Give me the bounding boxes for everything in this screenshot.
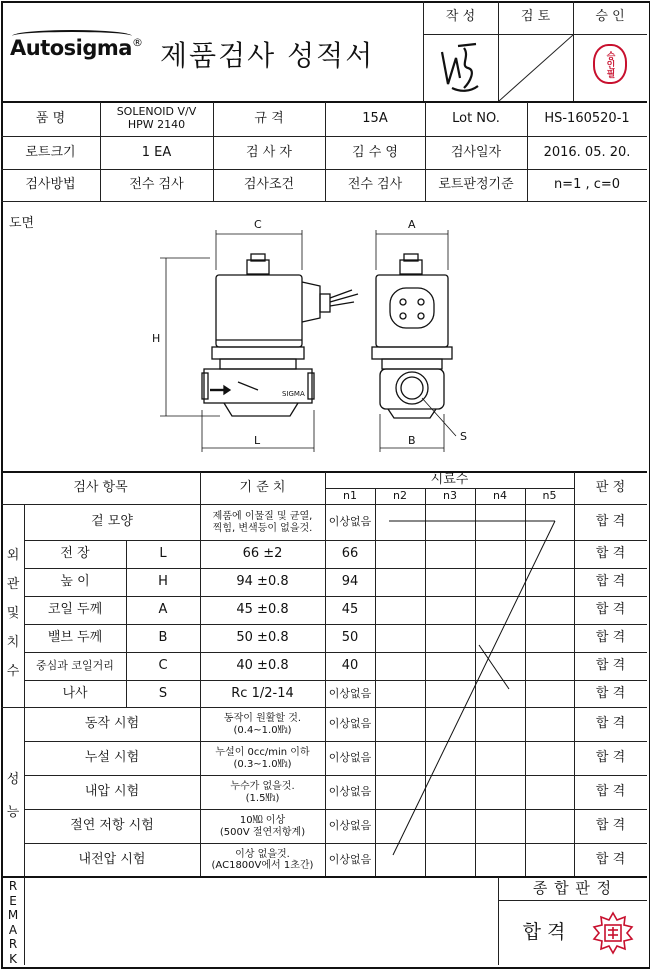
- standard-line1: 누수가 없을것.: [230, 781, 295, 792]
- item-thread: 나사: [62, 685, 88, 701]
- sample-n1-header: n1: [343, 489, 357, 503]
- item-coil-thickness: 코일 두께: [47, 602, 103, 618]
- standard-line2: (0.3~1.0㎫): [233, 758, 292, 770]
- remark-char: K: [9, 951, 17, 966]
- standard-coil-thickness: 45 ±0.8: [236, 602, 289, 618]
- brand-name: Autosigma: [10, 36, 132, 60]
- inspector-value: 김 수 영: [352, 144, 398, 160]
- group-appearance-char: 치: [6, 635, 20, 650]
- valve-body-marking: SIGMA: [282, 390, 305, 398]
- product-name-label: 품 명: [35, 110, 66, 126]
- judgement-header: 판 정: [595, 479, 626, 495]
- standard-line1: 누설이 0cc/min 이하: [215, 747, 310, 758]
- n1-pressure-test: 이상없음: [328, 785, 372, 799]
- judge-leak-test: 합 격: [595, 750, 626, 766]
- judge-valve-thickness: 합 격: [595, 630, 626, 646]
- group-performance-label: [3, 768, 23, 820]
- inspector-label: 검 사 자: [246, 144, 292, 160]
- method-value: 전수 검사: [129, 177, 184, 193]
- sample-n4-header: n4: [493, 489, 507, 503]
- standard-header: 기 준 치: [239, 479, 286, 495]
- approval-author-label: 작 성: [445, 9, 476, 25]
- condition-label: 검사조건: [243, 177, 295, 193]
- judge-thread: 합 격: [595, 685, 626, 701]
- dimension-b-label: B: [408, 434, 416, 447]
- symbol-center-coil-distance: C: [158, 658, 168, 674]
- group-appearance-char: 수: [6, 664, 20, 679]
- judge-length: 합 격: [595, 546, 626, 562]
- product-name-line1: SOLENOID V/V: [116, 105, 197, 119]
- n1-length: 66: [341, 546, 359, 562]
- remark-char: R: [8, 879, 18, 893]
- standard-operation-test: [200, 708, 325, 741]
- sample-header: 시료수: [430, 471, 469, 487]
- standard-pressure-test: [200, 776, 325, 809]
- item-appearance: 겉 모양: [91, 514, 133, 530]
- method-label: 검사방법: [25, 177, 76, 193]
- sample-n5-header: n5: [542, 489, 557, 503]
- standard-line2: 찍힘, 변색등이 없을것.: [212, 522, 313, 534]
- standard-line1: 제품에 이물질 및 균열,: [212, 511, 313, 522]
- group-appearance-char: 관: [6, 577, 20, 592]
- spec-label: 규 격: [254, 110, 284, 126]
- overall-judgement-label: 종 합 판 정: [532, 878, 613, 897]
- inspection-date-label: 검사일자: [450, 144, 502, 160]
- item-length: 전 장: [60, 546, 90, 562]
- inspection-date-value: 2016. 05. 20.: [543, 144, 631, 160]
- item-insulation-test: 절연 저항 시험: [70, 818, 154, 834]
- judge-insulation-test: 합 격: [595, 818, 626, 834]
- remark-label: [3, 879, 23, 966]
- standard-length: 66 ±2: [242, 546, 283, 562]
- remark-char: E: [9, 893, 17, 908]
- standard-insulation-test: [200, 810, 325, 843]
- standard-center-coil-distance: 40 ±0.8: [236, 658, 289, 674]
- judge-operation-test: 합 격: [595, 716, 626, 732]
- review-cross-line: [499, 35, 573, 101]
- inspection-item-header: 검사 항목: [73, 479, 128, 495]
- judge-withstand-voltage-test: 합 격: [595, 851, 626, 867]
- pass-seal-icon: [590, 910, 636, 956]
- symbol-coil-thickness: A: [158, 602, 168, 618]
- standard-height: 94 ±0.8: [236, 574, 289, 590]
- group-performance-char: 능: [6, 805, 20, 820]
- judge-pressure-test: 합 격: [595, 784, 626, 800]
- approval-stamp-text: 승인필: [604, 50, 615, 78]
- n1-appearance: 이상없음: [328, 515, 372, 529]
- brand-registered-mark: ®: [131, 36, 143, 49]
- standard-leak-test: [200, 742, 325, 775]
- approval-stamp-icon: [593, 44, 627, 84]
- item-valve-thickness: 밸브 두께: [47, 630, 103, 646]
- criteria-value: n=1 , c=0: [553, 177, 621, 193]
- item-pressure-test: 내압 시험: [84, 784, 140, 800]
- n1-leak-test: 이상없음: [328, 751, 372, 765]
- standard-withstand-voltage-test: [200, 844, 325, 876]
- item-center-coil-distance: 중심과 코일거리: [36, 659, 114, 673]
- standard-line2: (1.5㎫): [245, 792, 280, 804]
- n1-coil-thickness: 45: [341, 602, 359, 618]
- dimension-h-label: H: [152, 332, 161, 345]
- sample-n2-header: n2: [393, 489, 407, 503]
- group-appearance-char: 및: [6, 606, 20, 621]
- item-withstand-voltage-test: 내전압 시험: [78, 851, 146, 867]
- judge-height: 합 격: [595, 574, 626, 590]
- n1-operation-test: 이상없음: [328, 717, 372, 731]
- group-appearance-char: 외: [6, 548, 20, 563]
- condition-value: 전수 검사: [347, 177, 403, 193]
- standard-line2: (AC1800V에서 1초간): [211, 860, 314, 871]
- symbol-thread: S: [158, 685, 168, 701]
- n1-insulation-test: 이상없음: [328, 819, 372, 833]
- standard-line2: (500V 절연저항계): [219, 826, 306, 838]
- n1-valve-thickness: 50: [341, 630, 359, 646]
- brand-logo: [10, 36, 143, 60]
- item-leak-test: 누설 시험: [84, 750, 140, 766]
- unused-samples-strike-lines: [375, 505, 575, 877]
- symbol-height: H: [158, 574, 168, 590]
- group-appearance-label: [3, 544, 23, 679]
- standard-line2: (0.4~1.0㎫): [233, 724, 292, 736]
- standard-thread: Rc 1/2-14: [231, 685, 294, 701]
- dimension-a-label: A: [408, 218, 416, 231]
- product-name-value: [100, 102, 213, 136]
- dimension-c-label: C: [254, 218, 262, 231]
- standard-valve-thickness: 50 ±0.8: [236, 630, 289, 646]
- author-signature: [430, 38, 490, 98]
- drawing-label: 도면: [9, 216, 35, 231]
- approval-review-label: 검 토: [520, 9, 551, 25]
- judge-center-coil-distance: 합 격: [595, 658, 626, 674]
- product-name-line2: HPW 2140: [127, 118, 186, 131]
- approval-approve-label: 승 인: [595, 9, 625, 25]
- symbol-length: L: [159, 546, 167, 562]
- lot-size-value: 1 EA: [141, 144, 172, 160]
- standard-line1: 이상 없을것.: [235, 848, 290, 860]
- dimension-l-label: L: [254, 434, 261, 447]
- criteria-label: 로트판정기준: [438, 177, 514, 193]
- n1-center-coil-distance: 40: [341, 658, 359, 674]
- valve-drawing: [150, 210, 490, 465]
- spec-value: 15A: [362, 110, 388, 126]
- n1-withstand-voltage-test: 이상없음: [328, 852, 372, 866]
- dimension-s-label: S: [460, 430, 467, 443]
- group-performance-char: 성: [6, 772, 20, 787]
- overall-judgement-value: 합 격: [522, 921, 566, 944]
- remark-char: R: [8, 937, 18, 951]
- item-operation-test: 동작 시험: [84, 716, 140, 732]
- remark-char: A: [8, 922, 18, 937]
- symbol-valve-thickness: B: [158, 630, 168, 646]
- lot-no-value: HS-160520-1: [544, 110, 630, 126]
- item-height: 높 이: [60, 574, 90, 590]
- n1-height: 94: [341, 574, 359, 590]
- judge-coil-thickness: 합 격: [595, 602, 626, 618]
- lot-no-label: Lot NO.: [452, 110, 500, 126]
- lot-size-label: 로트크기: [25, 144, 76, 160]
- remark-char: M: [7, 908, 19, 922]
- standard-line1: 10㏁ 이상: [239, 815, 286, 826]
- standard-appearance: [200, 505, 325, 540]
- document-title: 제품검사 성적서: [160, 39, 375, 72]
- standard-line1: 동작이 원활할 것.: [223, 713, 302, 724]
- judge-appearance: 합 격: [595, 514, 626, 530]
- brand-swoosh: [12, 30, 132, 42]
- n1-thread: 이상없음: [328, 686, 372, 700]
- sample-n3-header: n3: [443, 489, 457, 503]
